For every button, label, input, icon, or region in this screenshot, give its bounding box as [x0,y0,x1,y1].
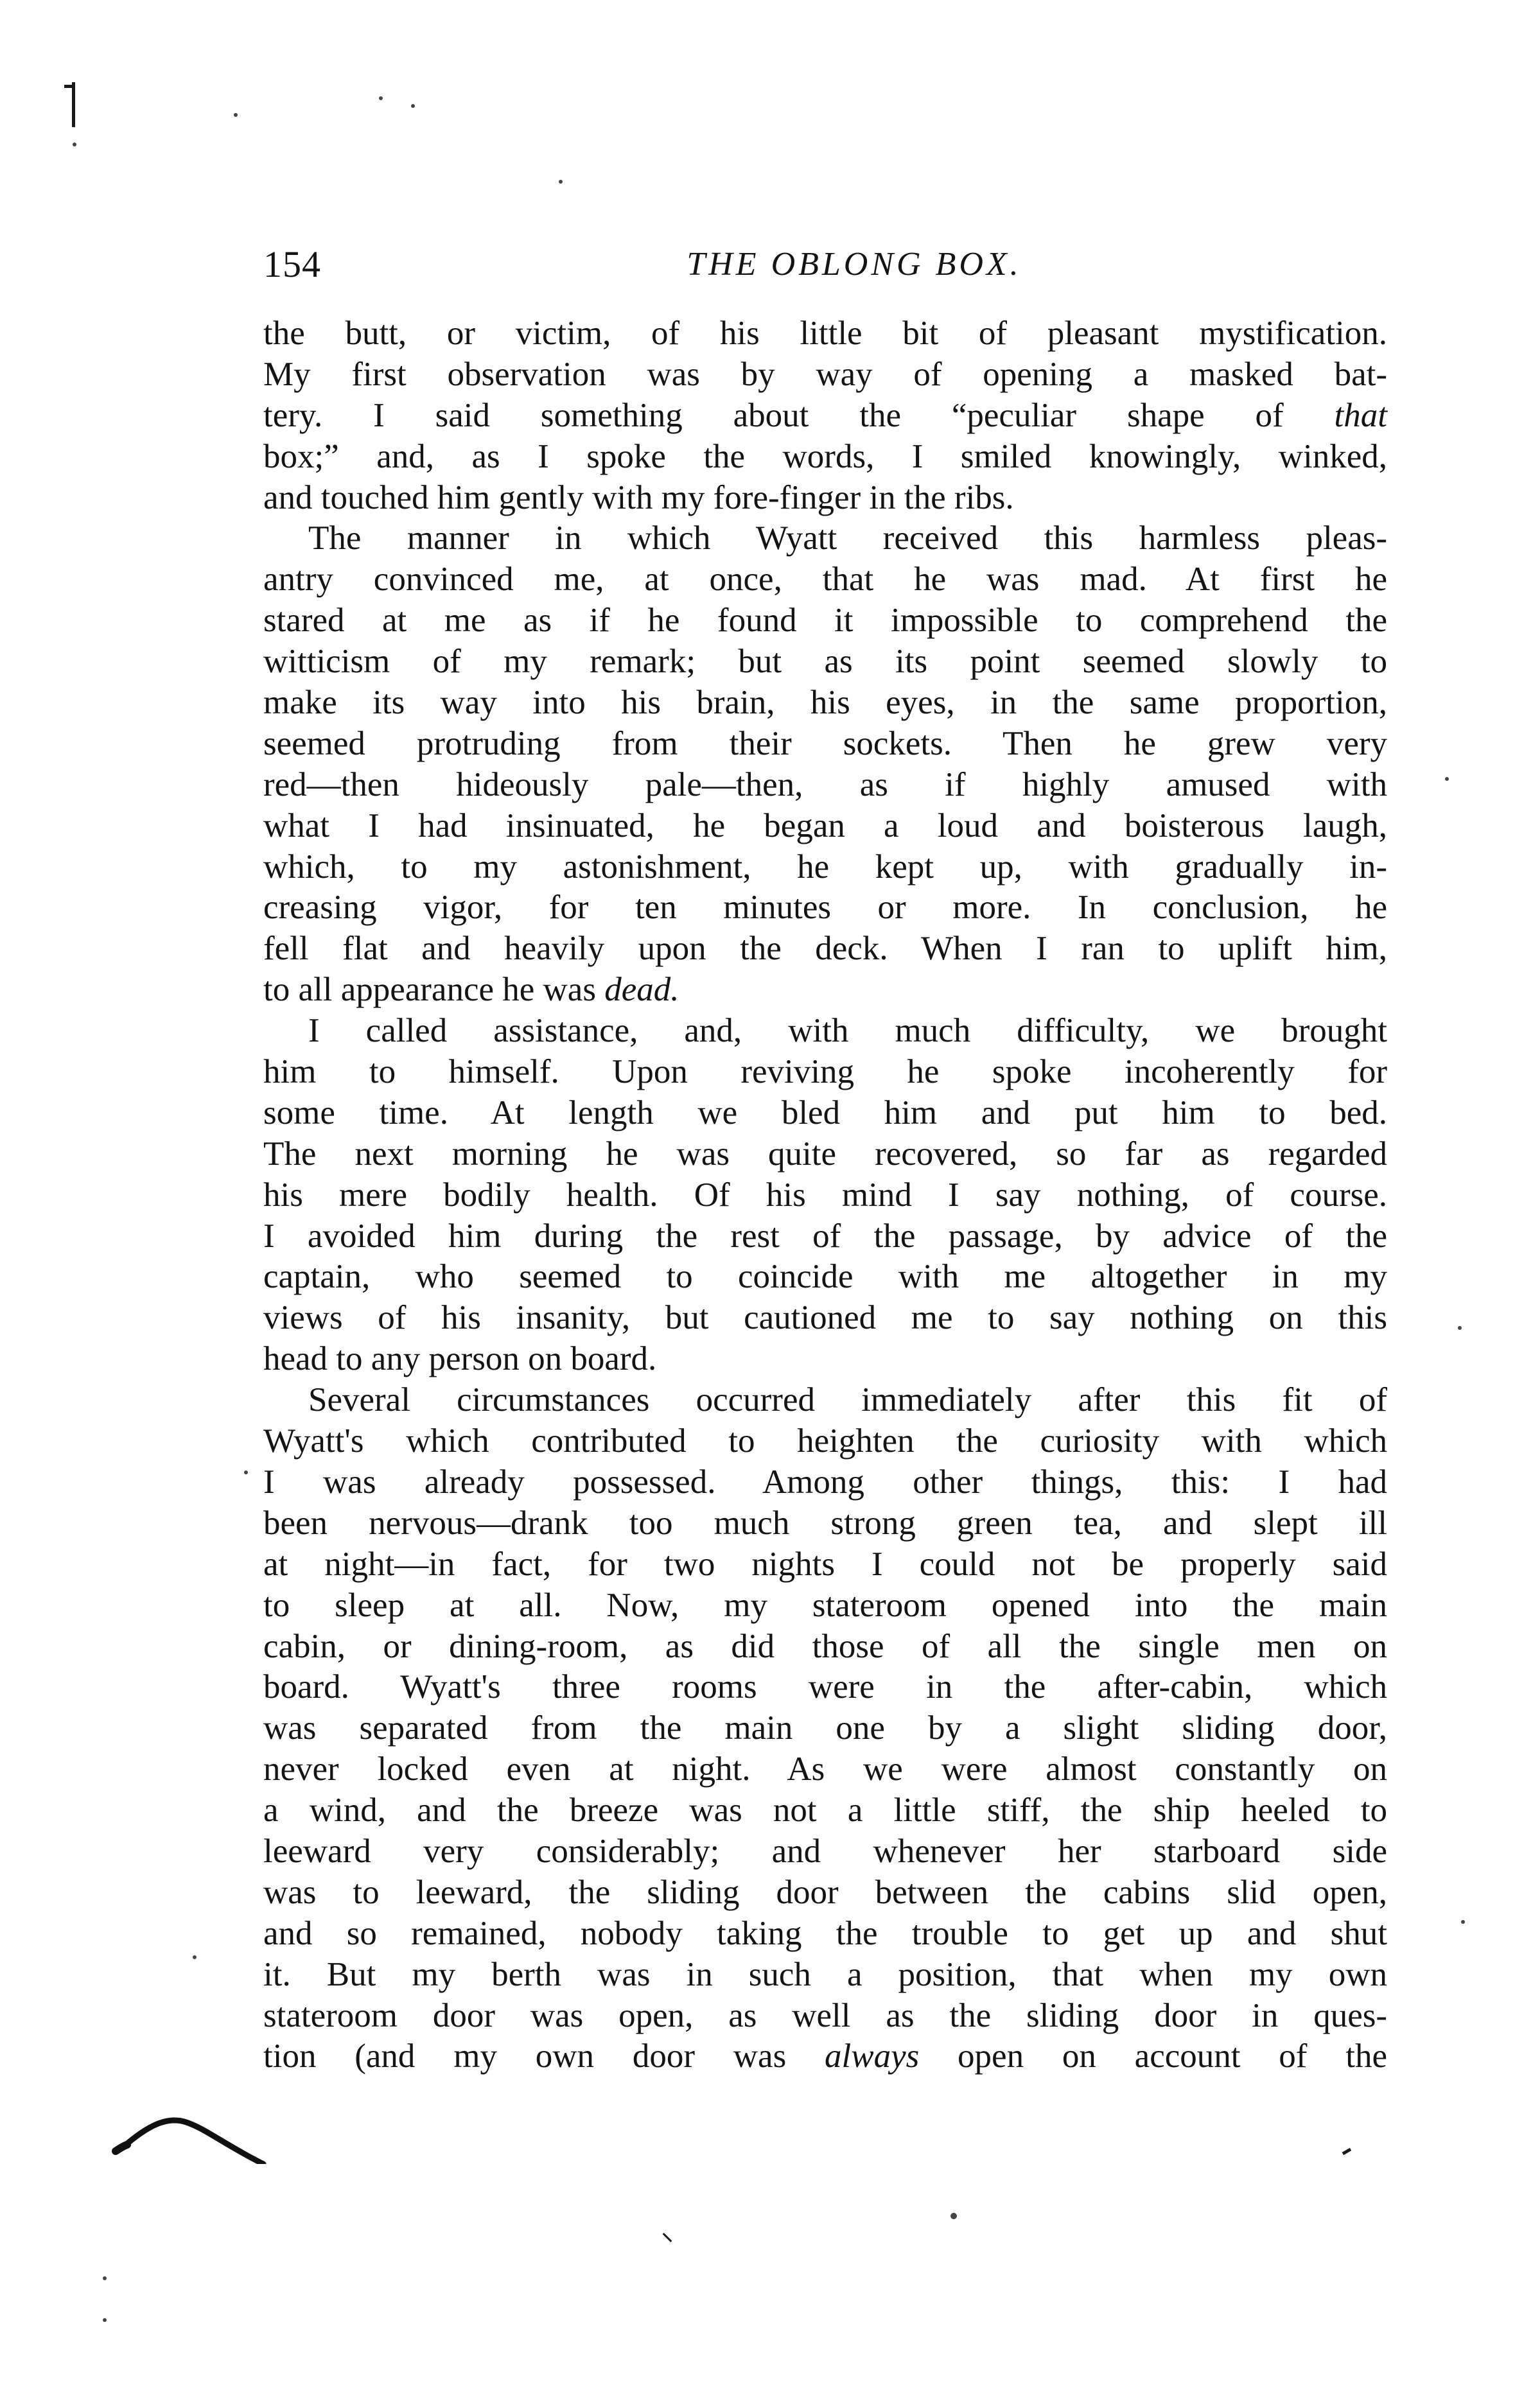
text-line: witticism of my remark; but as its point seemed slowly to [263,643,1387,681]
speck [244,1470,248,1474]
text-line: The manner in which Wyatt received this harmless pleas- [308,519,1387,557]
page-number: 154 [263,243,321,285]
text-line: I was already possessed. Among other things, this: I had [263,1463,1387,1501]
text-line: was separated from the main one by a slight sliding door, [263,1709,1387,1747]
speck [411,104,415,108]
text-line: Wyatt's which contributed to heighten the curiosity with which [263,1422,1387,1460]
text-line: board. Wyatt's three rooms were in the after-cabin, which [263,1668,1387,1706]
text-line: the butt, or victim, of his little bit of pleasant mystification. [263,315,1387,352]
text-line: captain, who seemed to coincide with me altogether in my [263,1258,1387,1296]
text-line: and so remained, nobody taking the trouble to get up and shut [263,1914,1387,1952]
speck [950,2213,957,2219]
speck [1342,2148,1352,2155]
speck [193,1955,197,1959]
speck [103,2318,107,2322]
text-line: him to himself. Upon reviving he spoke incoherently for [263,1053,1387,1091]
body-text [263,313,1387,2077]
speck [1461,1920,1465,1924]
speck [663,2233,672,2242]
text-line: stared at me as if he found it impossible to comprehend the [263,602,1387,640]
text-line: I avoided him during the rest of the passage, by advice of the [263,1217,1387,1255]
text-line: head to any person on board. [263,1340,657,1378]
text-line: creasing vigor, for ten minutes or more. In conclusion, he [263,889,1387,927]
text-line: and touched him gently with my fore-finger in the ribs. [263,478,1014,516]
text-line: to sleep at all. Now, my stateroom opened into the main [263,1586,1387,1624]
text-line: tery. I said something about the “peculiar shape of that [263,396,1387,434]
text-line: at night—in fact, for two nights I could not be properly said [263,1545,1387,1583]
text-line: make its way into his brain, his eyes, in the same proportion, [263,684,1387,722]
text-line: was to leeward, the sliding door between the cabins slid open, [263,1873,1387,1911]
text-line: what I had insinuated, he began a loud and boisterous laugh, [263,807,1387,844]
text-line: Several circumstances occurred immediately after this fit of [308,1381,1387,1419]
speck [379,96,383,100]
text-line: seemed protruding from their sockets. Then he grew very [263,724,1387,762]
speck [234,113,238,117]
text-line: box;” and, as I spoke the words, I smiled knowingly, winked, [263,437,1387,475]
text-line: cabin, or dining-room, as did those of all the single men on [263,1627,1387,1665]
text-line: antry convinced me, at once, that he was mad. At first he [263,561,1387,598]
running-head [263,239,1394,290]
text-line: a wind, and the breeze was not a little stiff, the ship heeled to [263,1792,1387,1829]
ink-squiggle [96,2087,289,2164]
text-line: which, to my astonishment, he kept up, with gradually in- [263,848,1387,886]
speck [559,180,563,184]
speck [1458,1326,1462,1330]
text-line: red—then hideously pale—then, as if highly amused with [263,765,1387,803]
running-title: THE OBLONG BOX. [687,246,1022,283]
text-line: fell flat and heavily upon the deck. When I ran to uplift him, [263,930,1387,968]
text-line: his mere bodily health. Of his mind I say nothing, of course. [263,1176,1387,1214]
text-line: to all appearance he was dead. [263,971,679,1009]
text-line: it. But my berth was in such a position, that when my own [263,1955,1387,1993]
speck [1445,777,1449,781]
text-line: leeward very considerably; and whenever her starboard side [263,1832,1387,1870]
text-line: stateroom door was open, as well as the sliding door in ques- [263,1996,1387,2034]
text-line: tion (and my own door was always open on account of the [263,2037,1387,2075]
speck [103,2276,107,2280]
margin-mark [64,85,73,88]
text-line: I called assistance, and, with much difficulty, we brought [308,1012,1387,1050]
speck [73,143,76,146]
text-line: some time. At length we bled him and put him to bed. [263,1094,1387,1131]
text-line: The next morning he was quite recovered, so far as regarded [263,1135,1387,1173]
text-line: been nervous—drank too much strong green tea, and slept ill [263,1504,1387,1542]
text-line: never locked even at night. As we were almost constantly on [263,1750,1387,1788]
margin-mark [72,82,75,127]
text-line: My first observation was by way of opening a masked bat- [263,355,1387,393]
text-line: views of his insanity, but cautioned me to say nothing on this [263,1299,1387,1337]
